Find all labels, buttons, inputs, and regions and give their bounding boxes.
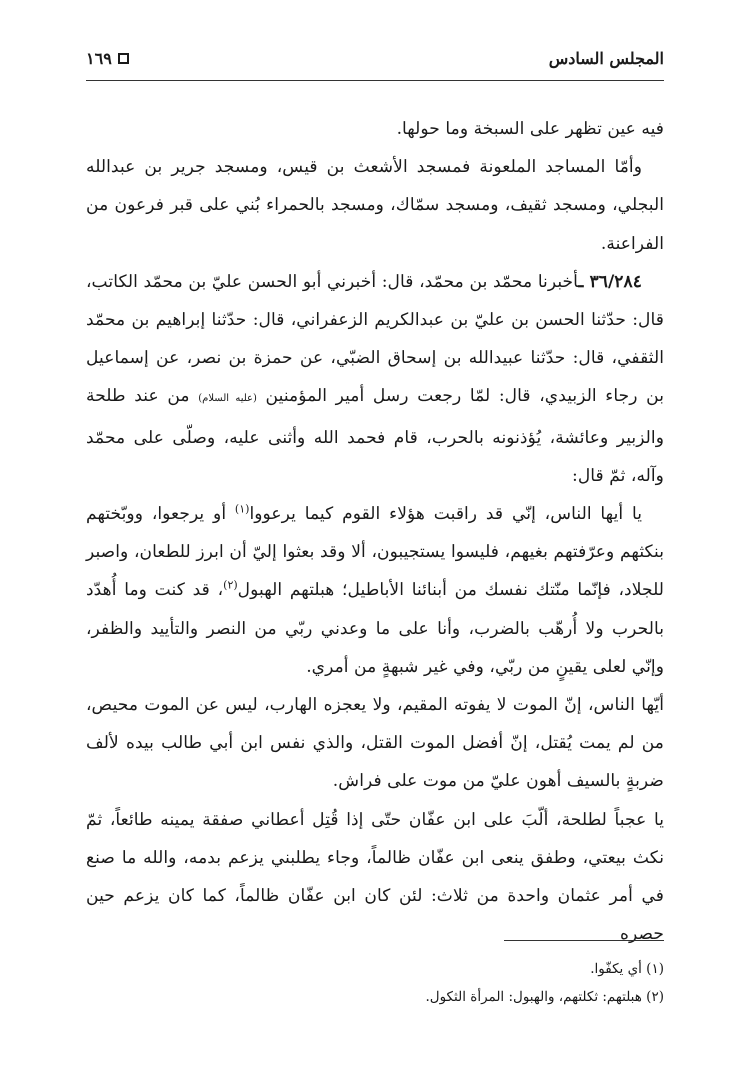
footnote-ref-1[interactable]: (١) bbox=[234, 502, 250, 516]
paragraph: فيه عين تظهر على السبخة وما حولها. bbox=[396, 119, 664, 139]
square-bullet-icon bbox=[118, 53, 129, 64]
paragraph: يا عجباً لطلحة، ألّبَ على ابن عفّان حتّى إذا قُتِل أعطاني صفقة يمينه طائعاً، ثمّ نكث بيعتي، وطفق ينعى ابن عفّان ظالماً، وجاء يطلبني يزعم بدمه، والله ما صنع في أمر عثمان واحدة من ثلاث: لئن كان ابن عفّان ظالماً، كما كان يزعم حين حصره bbox=[86, 809, 664, 945]
sermon-paragraph bbox=[86, 495, 664, 686]
footnote-ref-2[interactable]: (٢) bbox=[223, 578, 238, 592]
page-number-group bbox=[86, 49, 129, 68]
footnote: (١) أي يكفّوا. bbox=[590, 961, 664, 977]
page-number: ١٦٩ bbox=[86, 48, 112, 68]
header-divider bbox=[86, 80, 664, 81]
footnotes bbox=[86, 955, 664, 1011]
sermon-text: يا أيها الناس، إنّي قد راقبت هؤلاء القوم كيما يرعووا bbox=[249, 504, 642, 525]
paragraph: وأمّا المساجد الملعونة فمسجد الأشعث بن قيس، ومسجد جرير بن عبدالله البجلي، ومسجد ثقيف، ومسجد سمّاك، ومسجد بالحمراء بُني على قبر فرعون من الفراعنة. bbox=[86, 157, 664, 254]
footnote-divider bbox=[504, 940, 664, 941]
hadith-text: أخبرنا محمّد بن محمّد، قال: أخبرني أبو الحسن عليّ بن محمّد الكاتب، قال: حدّثنا الحسن بن عليّ بن عبدالكريم الزعفراني، قال: حدّثنا إبراهيم بن محمّد الثقفي، قال: حدّثنا عبيدالله بن إسحاق الضبّي، عن حمزة بن نصر، عن إسماعيل بن رجاء الزبيدي، قال: لمّا رجعت رسل أمير المؤمنين bbox=[86, 271, 665, 407]
hadith-text-cont: من عند طلحة والزبير وعائشة، يُؤذنونه بالحرب، قام فحمد الله وأثنى عليه، وصلّى على محمّد وآله، ثمّ قال: bbox=[86, 386, 664, 486]
sermon-text: أو يرجعوا، ووبّختهم بنكثهم وعرّفتهم بغيهم، فليسوا يستجيبون، ألا وقد بعثوا إليّ أن ابرز للطعان، واصبر للجلاد، فإنّما منّتك نفسك من أبنائنا الأباطيل؛ هبلتهم الهبول bbox=[86, 504, 664, 601]
footnote: (٢) هبلتهم: ثكلتهم، والهبول: المرأة الثكول. bbox=[425, 989, 664, 1005]
running-header bbox=[86, 44, 664, 72]
honorific: (عليه السلام) bbox=[198, 393, 257, 405]
paragraph: أيّها الناس، إنّ الموت لا يفوته المقيم، ولا يعجزه الهارب، ليس عن الموت محيص، من لم يمت يُقتل، إنّ أفضل الموت القتل، والذي نفس ابن أبي طالب بيده لألف ضربةٍ بالسيف أهون عليّ من موت على فراش. bbox=[86, 695, 664, 792]
hadith-paragraph bbox=[86, 263, 664, 495]
hadith-number: ٣٦/٢٨٤ ـ bbox=[578, 271, 642, 292]
chapter-title: المجلس السادس bbox=[548, 48, 664, 68]
main-text bbox=[86, 110, 664, 953]
sermon-text: ، قد كنت وما أُهدّد بالحرب ولا أُرهّب بالضرب، وأنا على ما وعدني ربّي من النصر والتأييد والظفر، وإنّي لعلى يقينٍ من ربّي، وفي غير شبهةٍ من أمري. bbox=[86, 580, 664, 677]
